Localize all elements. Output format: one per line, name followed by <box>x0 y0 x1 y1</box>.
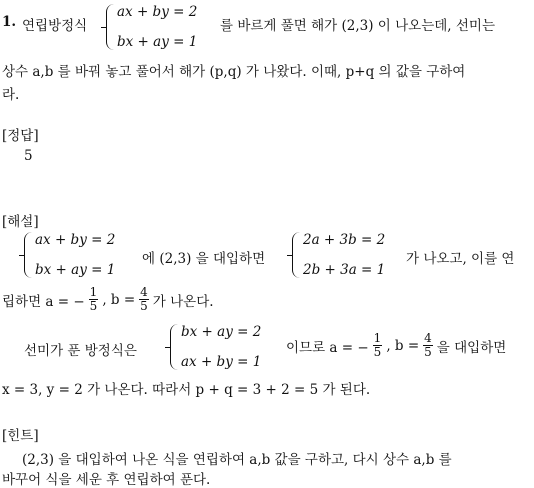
fraction <box>373 332 383 359</box>
fraction-numerator: 4 <box>140 285 148 299</box>
solution-equation-system <box>24 232 115 278</box>
fraction-numerator: 1 <box>89 285 98 299</box>
substituted-equation-system <box>292 232 385 278</box>
fraction-denominator: 5 <box>140 299 148 313</box>
solution-text: 가 나온다. <box>152 293 214 310</box>
brace-icon <box>24 232 32 278</box>
solution-label: [해설] <box>2 214 39 230</box>
equation-line: 2a + 3b = 2 <box>303 232 386 248</box>
problem-equation-system <box>106 4 197 50</box>
fraction-denominator: 5 <box>373 345 382 359</box>
hint-text: (2,3) 을 대입하여 나온 식을 연립하여 a,b 값을 구하고, 다시 상수 a,b 를 <box>22 452 452 468</box>
solution-line-3 <box>286 332 506 359</box>
solution-text: 이므로 a = − <box>286 339 369 356</box>
hint-label: [힌트] <box>2 428 39 444</box>
answer-value: 5 <box>24 148 33 164</box>
equation-line: bx + ay = 2 <box>181 324 262 340</box>
equation-line: ax + by = 1 <box>181 354 262 370</box>
equation-line: bx + ay = 1 <box>35 262 116 278</box>
equation-line: 2b + 3a = 1 <box>303 262 386 278</box>
solution-text: 에 (2,3) 을 대입하면 <box>142 251 266 267</box>
answer-label: [정답] <box>2 128 39 144</box>
solution-text: 선미가 푼 방정식은 <box>24 343 137 359</box>
solution-line-2 <box>2 286 214 313</box>
problem-intro: 연립방정식 <box>22 18 88 34</box>
fraction <box>139 286 149 313</box>
problem-text-line: 를 바르게 풀면 해가 (2,3) 이 나오는데, 선미는 <box>220 18 495 34</box>
equation-line: ax + by = 2 <box>35 232 116 248</box>
hint-text: 바꾸어 식을 세운 후 연립하여 푼다. <box>2 472 211 488</box>
solution-text: 립하면 a = − <box>2 293 85 310</box>
fraction-denominator: 5 <box>424 345 432 359</box>
brace-icon <box>170 324 178 370</box>
fraction <box>423 332 433 359</box>
swapped-equation-system <box>170 324 261 370</box>
fraction-denominator: 5 <box>89 299 98 313</box>
solution-text: 가 나오고, 이를 연 <box>406 251 515 267</box>
brace-icon <box>106 4 114 50</box>
fraction <box>89 286 99 313</box>
problem-text-line: 상수 a,b 를 바꿔 놓고 풀어서 해가 (p,q) 가 나왔다. 이때, p+q 의 값을 구하여 <box>2 64 466 80</box>
solution-text: , b = <box>386 337 420 354</box>
problem-text-line: 라. <box>2 87 20 103</box>
solution-text: 을 대입하면 <box>436 339 507 356</box>
solution-text: , b = <box>102 291 136 308</box>
brace-icon <box>292 232 300 278</box>
fraction-numerator: 1 <box>373 331 382 345</box>
fraction-numerator: 4 <box>424 331 432 345</box>
solution-text: x = 3, y = 2 가 나온다. 따라서 p + q = 3 + 2 = 5 가 된다. <box>2 382 371 398</box>
equation-line: ax + by = 2 <box>117 4 198 20</box>
equation-line: bx + ay = 1 <box>117 34 198 50</box>
problem-number: 1. <box>2 14 17 30</box>
